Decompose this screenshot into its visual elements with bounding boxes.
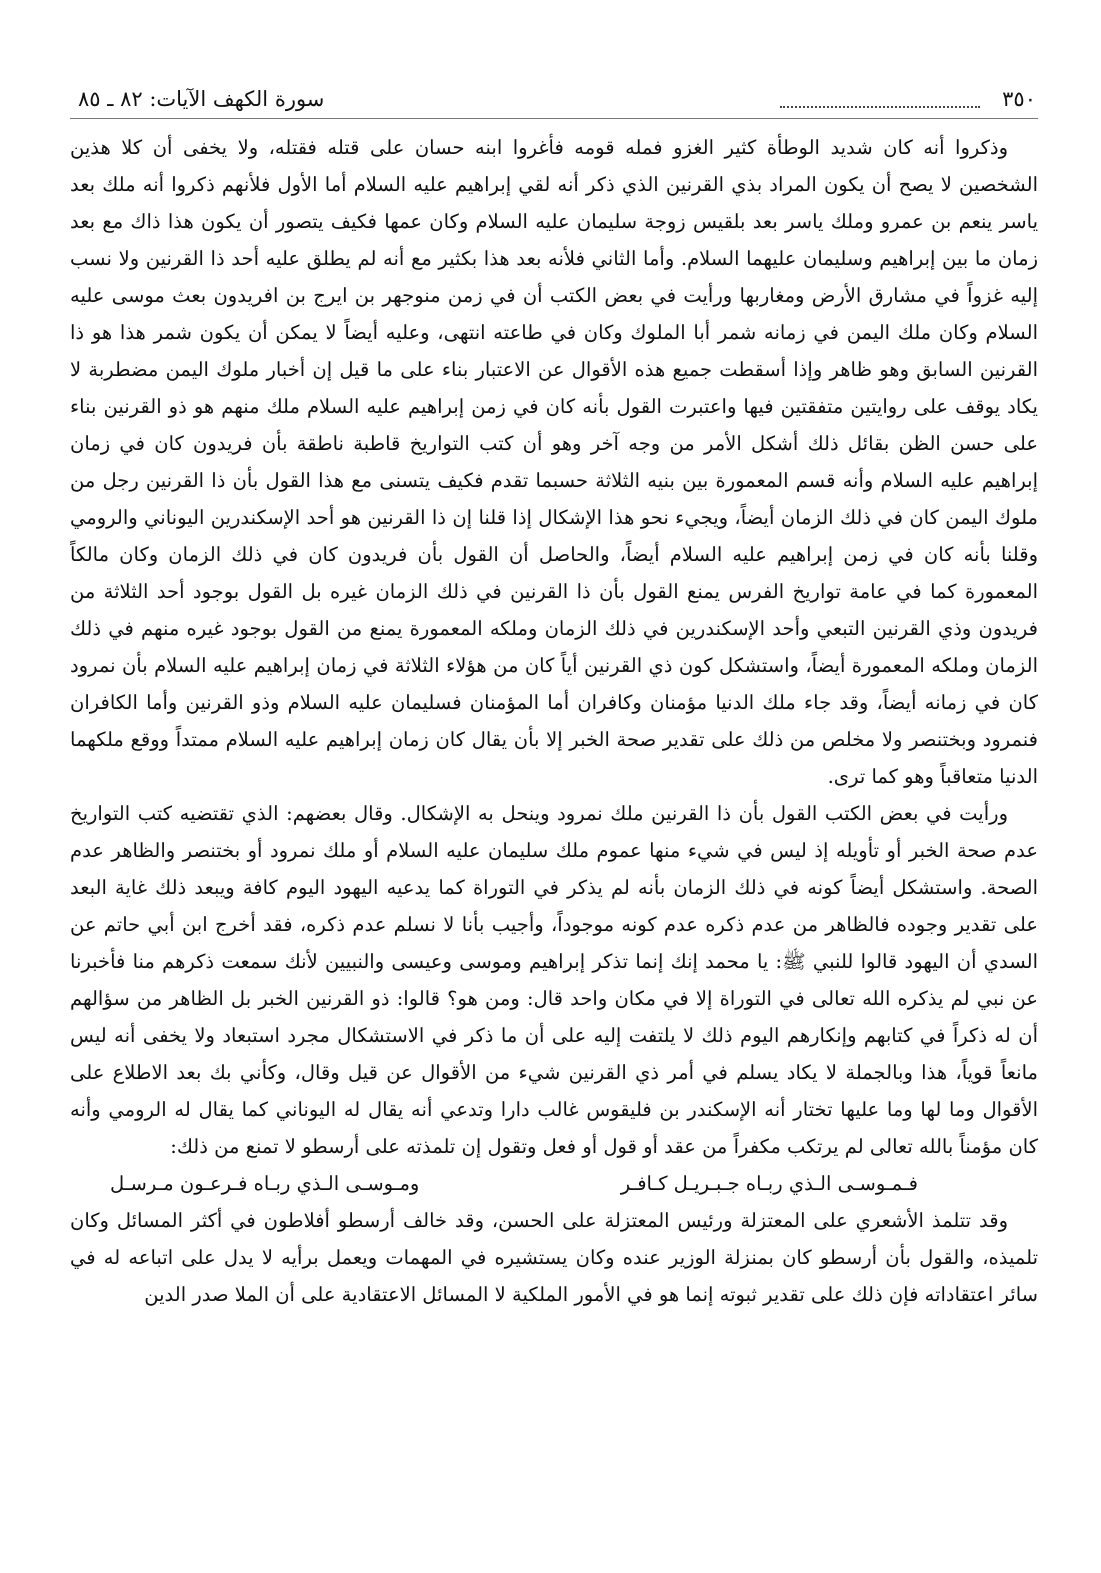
book-page (70, 84, 1038, 1554)
body-paragraph-1: وذكروا أنه كان شديد الوطأة كثير الغزو فمله قومه فأغروا ابنه حسان على قتله فقتله، ولا يخفى أن كلا هذين الشخصين لا يصح أن يكون المراد بذي القرنين الذي ذكر أنه لقي إبراهيم عليه السلام أما الأول فلأنهم ذكروا أنه ملك بعد ياسر ينعم بن عمرو وملك ياسر بعد بلقيس زوجة سليمان عليه السلام وكان عمها فكيف يتصور أن يكون هذا ذاك مع بعد زمان ما بين إبراهيم وسليمان عليهما السلام. وأما الثاني فلأنه بعد هذا بكثير مع أنه لم يطلق عليه أحد ذا القرنين ولا نسب إليه غزواً في مشارق الأرض ومغاربها ورأيت في بعض الكتب أن في زمن منوجهر بن ايرج بن افريدون بعث موسى عليه السلام وكان ملك اليمن في زمانه شمر أبا الملوك وكان في طاعته انتهى، وعليه أيضاً لا يمكن أن يكون شمر هذا هو ذا القرنين السابق وهو ظاهر وإذا أسقطت جميع هذه الأقوال عن الاعتبار بناء على ما قيل إن أخبار ملوك اليمن مضطربة لا يكاد يوقف على روايتين متفقتين فيها واعتبرت القول بأنه كان في زمن إبراهيم عليه السلام ملك منهم هو ذو القرنين بناء على حسن الظن بقائل ذلك أشكل الأمر من وجه آخر وهو أن كتب التواريخ قاطبة ناطقة بأن فريدون كان في زمان إبراهيم عليه السلام وأنه قسم المعمورة بين بنيه الثلاثة حسبما تقدم فكيف يتسنى مع هذا القول بأن ذا القرنين رجل من ملوك اليمن كان في ذلك الزمان أيضاً، ويجيء نحو هذا الإشكال إذا قلنا إن ذا القرنين هو أحد الإسكندرين اليوناني والرومي وقلنا بأنه كان في زمن إبراهيم عليه السلام أيضاً، والحاصل أن القول بأن فريدون كان في ذلك الزمان وكان مالكاً المعمورة كما في عامة تواريخ الفرس يمنع القول بأن ذا القرنين في ذلك الزمان غيره بل القول بوجود أحد الثلاثة من فريدون وذي القرنين التبعي وأحد الإسكندرين في ذلك الزمان وملكه المعمورة يمنع من القول بوجود غيره منهم في ذلك الزمان وملكه المعمورة أيضاً، واستشكل كون ذي القرنين أياً كان من هؤلاء الثلاثة في زمان إبراهيم عليه السلام بأن نمرود كان في زمانه أيضاً، وقد جاء ملك الدنيا مؤمنان وكافران أما المؤمنان فسليمان عليه السلام وذو القرنين وأما الكافران فنمرود وبختنصر ولا مخلص من ذلك على تقدير صحة الخبر إلا بأن يقال كان زمان إبراهيم عليه السلام ممتداً ووقع ملكهما الدنيا متعاقباً وهو كما ترى. (70, 136, 1038, 788)
poetry-verse (70, 1165, 1038, 1202)
page-number: ٣٥٠ (1002, 87, 1036, 111)
body-paragraph-2: ورأيت في بعض الكتب القول بأن ذا القرنين ملك نمرود وينحل به الإشكال. وقال بعضهم: الذي تقتضيه كتب التواريخ عدم صحة الخبر أو تأويله إذ ليس في شيء منها عموم ملك سليمان عليه السلام أو ملك نمرود أو بختنصر والظاهر عدم الصحة. واستشكل أيضاً كونه في ذلك الزمان بأنه لم يذكر في التوراة كما يدعيه اليهود اليوم كافة ويبعد ذلك غاية البعد على تقدير وجوده فالظاهر من عدم ذكره عدم كونه موجوداً، وأجيب بأنا لا نسلم عدم ذكره، فقد أخرج ابن أبي حاتم عن السدي أن اليهود قالوا للنبي ﷺ: يا محمد إنك إنما تذكر إبراهيم وموسى وعيسى والنبيين لأنك سمعت ذكرهم منا فأخبرنا عن نبي لم يذكره الله تعالى في التوراة إلا في مكان واحد قال: ومن هو؟ قالوا: ذو القرنين الخبر بل الظاهر من سؤالهم أن له ذكراً في كتابهم وإنكارهم اليوم ذلك لا يلتفت إليه على أن ما ذكر في الاستشكال مجرد استبعاد ولا يخفى أنه ليس مانعاً قوياً، هذا وبالجملة لا يكاد يسلم في أمر ذي القرنين شيء من الأقوال عن قيل وقال، وكأني بك بعد الاطلاع على الأقوال وما لها وما عليها تختار أنه الإسكندر بن فليقوس غالب دارا وتدعي أنه يقال له اليوناني كما يقال له الرومي وأنه كان مؤمناً بالله تعالى لم يرتكب مكفراً من عقد أو قول أو فعل وتقول إن تلمذته على أرسطو لا تمنع من ذلك: (70, 802, 1038, 1158)
verse-hemistich-right: فـمـوسـى الـذي ربـاه جـبـريـل كـافـر (620, 1172, 918, 1195)
running-title: سورة الكهف الآيات: ٨٢ ـ ٨٥ (78, 87, 325, 111)
body-paragraph-3: وقد تتلمذ الأشعري على المعتزلة ورئيس المعتزلة على الحسن، وقد خالف أرسطو أفلاطون في أكثر المسائل وكان تلميذه، والقول بأن أرسطو كان بمنزلة الوزير عنده وكان يستشيره في المهمات ويعمل برأيه لا يدل على اتباعه له في سائر اعتقاداته فإن ذلك على تقدير ثبوته إنما هو في الأمور الملكية لا المسائل الاعتقادية على أن الملا صدر الدين (70, 1209, 1038, 1306)
dotted-leader (780, 84, 980, 108)
page-header (70, 84, 1038, 119)
verse-hemistich-left: ومـوسـى الـذي ربـاه فـرعـون مـرسـل (110, 1172, 420, 1195)
